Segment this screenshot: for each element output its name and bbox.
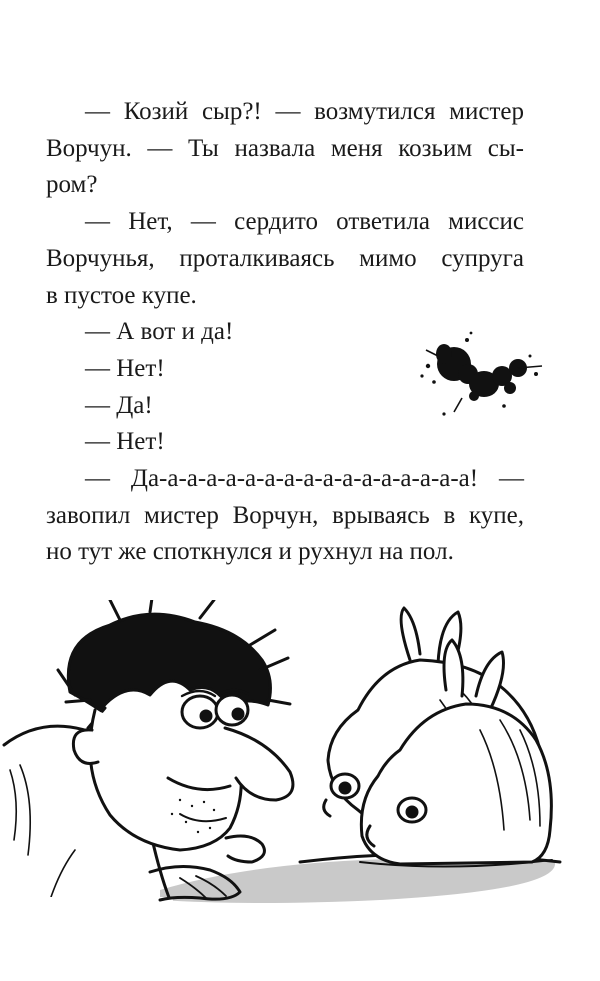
text-line: — А вот и да! [85, 318, 234, 346]
text-line: Ворчунья, проталкиваясь мимо супруга [46, 244, 524, 272]
ink-blot-icon [414, 328, 546, 420]
text-line: — Да-а-а-а-а-а-а-а-а-а-а-а-а-а-а-а-а! — [85, 465, 524, 493]
text-line: но тут же споткнулся и рухнул на пол. [46, 538, 454, 566]
text-line: ром? [46, 171, 98, 199]
text-line: — Да! [85, 391, 153, 419]
text-line: — Нет! [85, 354, 165, 382]
text-line: Ворчун. — Ты назвала меня козьим сы- [46, 134, 524, 162]
text-line: — Козий сыр?! — возмутился мистер [85, 98, 524, 125]
text-line: — Нет, — сердито ответила миссис [85, 208, 524, 236]
text-line: завопил мистер Ворчун, врываясь в купе, [46, 501, 524, 529]
grumpy-and-rabbits-illustration [0, 600, 600, 981]
mister-grumpy-figure [0, 600, 293, 900]
text-line: — Нет! [85, 428, 165, 456]
text-line: в пустое купе. [46, 281, 197, 309]
